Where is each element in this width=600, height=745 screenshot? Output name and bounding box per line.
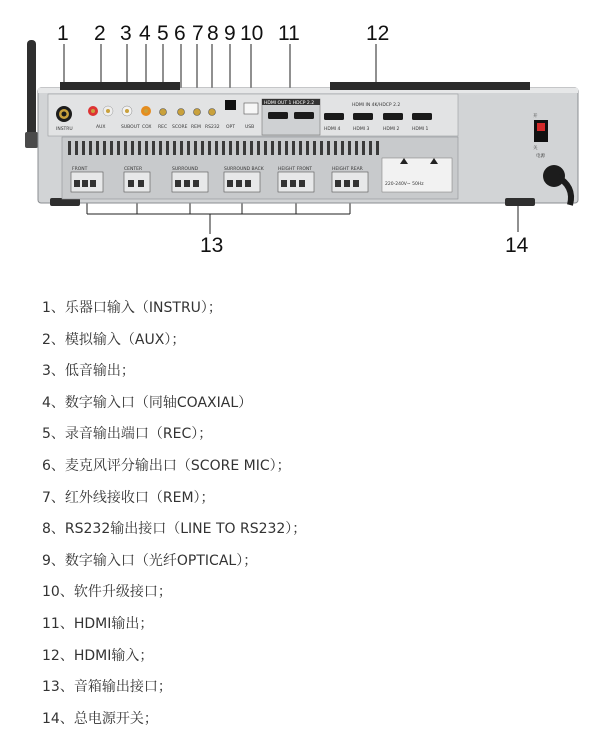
legend-item: 13、音箱输出接口； (42, 679, 172, 696)
speaker-front-label: FRONT (72, 167, 88, 172)
legend-item: 4、数字输入口（同轴COAXIAL） (42, 394, 253, 411)
opt-label: OPT (226, 125, 236, 130)
callout-4: 4 (139, 22, 151, 45)
speaker-terminal-height-front (278, 166, 314, 192)
instru-label: INSTRU (56, 127, 73, 132)
callout-1: 1 (57, 22, 69, 45)
callout-10: 10 (240, 22, 264, 45)
power-label: 电源 (536, 154, 545, 159)
coax-label: COX (142, 125, 152, 130)
hdmi-port-4-label: HDMI 4 (324, 127, 341, 132)
legend-item: 1、乐器口输入（INSTRU）； (42, 300, 222, 316)
legend-item: 6、麦克风评分输出口（SCORE MIC）； (42, 457, 291, 474)
rem-label: REM (191, 125, 201, 130)
instru-jack (56, 106, 73, 132)
callout-8: 8 (207, 22, 219, 45)
callout-3: 3 (120, 22, 132, 45)
legend-item: 10、软件升级接口； (42, 584, 172, 601)
callout-11: 11 (278, 22, 300, 45)
callout-9: 9 (224, 22, 236, 45)
hdmi-in-label: HDMI IN 4K/HDCP 2.2 (352, 103, 401, 108)
callout-7: 7 (192, 22, 204, 45)
legend-item: 3、低音输出； (42, 363, 135, 380)
callout-6: 6 (174, 22, 186, 45)
legend-item: 7、红外线接收口（REM）； (42, 489, 215, 506)
aux-label: AUX (96, 125, 106, 130)
legend-item: 8、RS232输出接口（LINE TO RS232）； (42, 521, 307, 538)
wifi-antenna (25, 40, 38, 148)
hdmi-port-2-label: HDMI 2 (383, 127, 400, 132)
speaker-surround-back-label: SURROUND BACK (224, 167, 264, 172)
legend-item: 2、模拟输入（AUX）； (42, 331, 186, 348)
spec-label (382, 158, 452, 192)
hdmi-out-ports (262, 99, 320, 135)
callout-12: 12 (366, 22, 390, 45)
callout-2: 2 (94, 22, 106, 45)
speaker-surround-label: SURROUND (172, 167, 199, 172)
legend-item: 14、总电源开关； (42, 710, 158, 727)
subout-label: SUBOUT (121, 125, 140, 130)
callout-14: 14 (505, 234, 529, 257)
rs232-label: RS232 (205, 125, 220, 130)
speaker-height-rear-label: HEIGHT REAR (332, 167, 363, 172)
speaker-center-label: CENTER (124, 167, 143, 172)
voltage-text: 220-240V~ 50Hz (385, 182, 424, 187)
callout-13: 13 (200, 234, 224, 257)
speaker-terminal-height-rear (332, 166, 368, 192)
hdmi-out-label: HDMI OUT 1 HDCP 2.2 (264, 101, 315, 106)
hdmi-port-1-label: HDMI 1 (412, 127, 429, 132)
callout-5: 5 (157, 22, 169, 45)
power-on-label: 开 (533, 114, 538, 119)
power-off-label: 关 (533, 146, 538, 151)
legend-item: 5、录音输出端口（REC）； (42, 426, 213, 443)
score-label: SCORE (172, 125, 188, 130)
legend-item: 9、数字输入口（光纤OPTICAL）； (42, 552, 258, 569)
rear-panel-diagram (0, 0, 600, 275)
usb-label: USB (245, 125, 255, 130)
speaker-terminal-surround-back (224, 166, 265, 192)
hdmi-port-3-label: HDMI 3 (353, 127, 370, 132)
legend-item: 12、HDMI输入； (42, 647, 154, 664)
rec-label: REC (158, 125, 168, 130)
port-legend-list (42, 298, 306, 740)
legend-item: 11、HDMI输出； (42, 615, 154, 632)
speaker-height-front-label: HEIGHT FRONT (278, 167, 312, 172)
